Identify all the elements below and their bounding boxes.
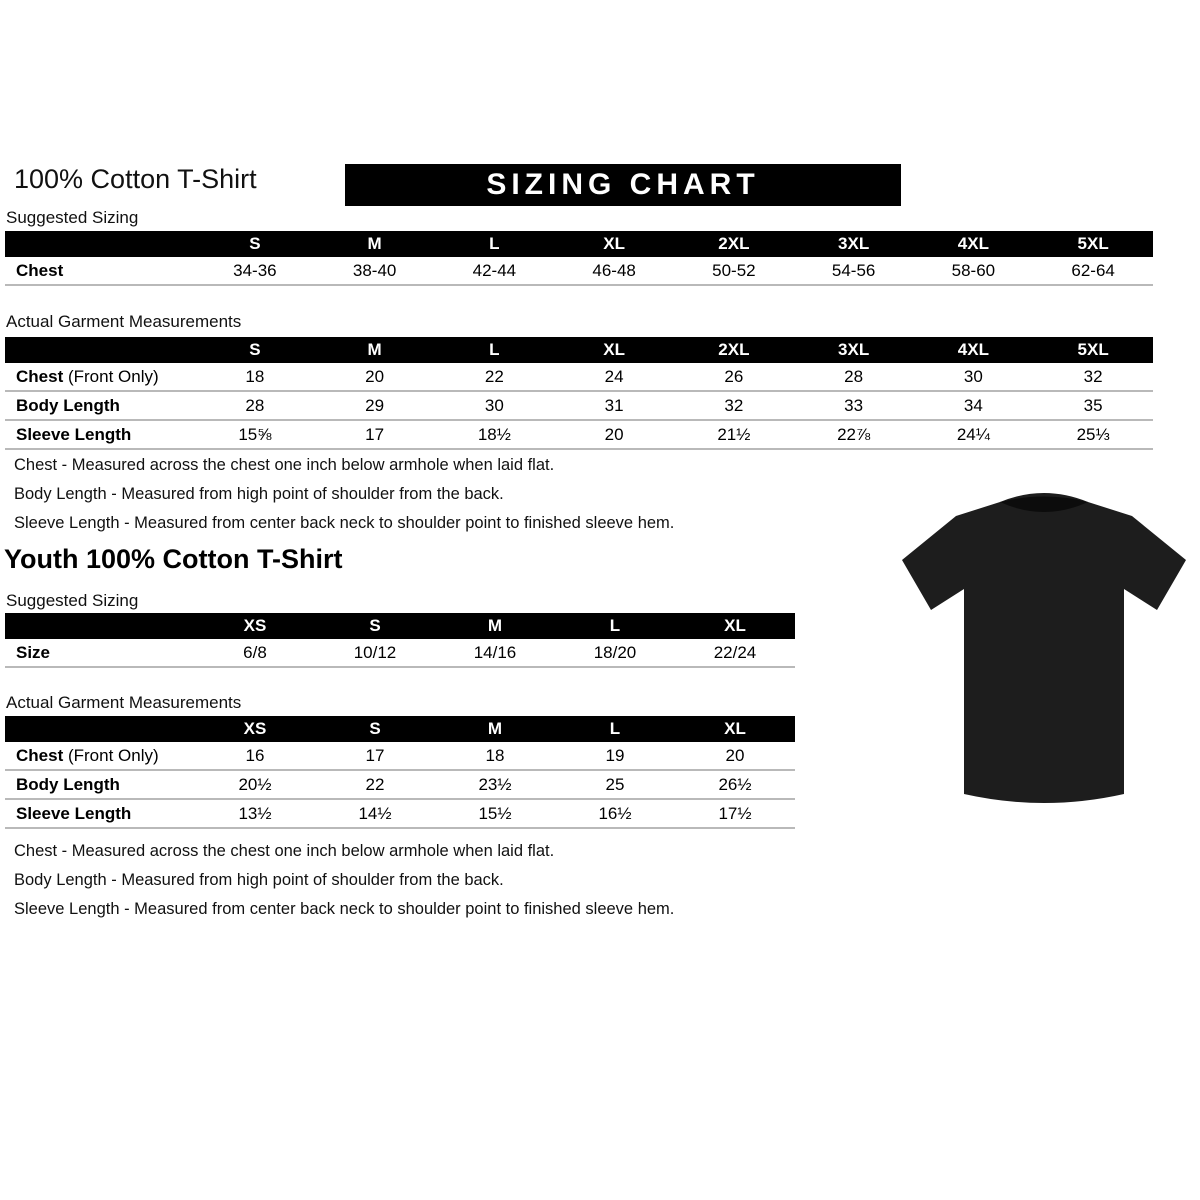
- measurement-cell: 19: [555, 742, 675, 770]
- measurement-cell: 30: [914, 363, 1034, 391]
- measurement-cell: 38-40: [315, 257, 435, 285]
- measurement-cell: 16: [195, 742, 315, 770]
- adult-measurement-notes: [14, 456, 674, 543]
- table-row: [5, 639, 795, 667]
- col-header-5xl: 5XL: [1033, 337, 1153, 363]
- measurement-cell: 22: [435, 363, 555, 391]
- col-header-s: S: [315, 613, 435, 639]
- size-table: [5, 716, 795, 829]
- measurement-cell: 20: [554, 420, 674, 449]
- measurement-cell: 54-56: [794, 257, 914, 285]
- measurement-cell: 29: [315, 391, 435, 420]
- table-row: [5, 799, 795, 828]
- row-label: Chest (Front Only): [5, 363, 195, 391]
- col-header-3xl: 3XL: [794, 337, 914, 363]
- col-header-xl: XL: [554, 231, 674, 257]
- measurement-cell: 20½: [195, 770, 315, 799]
- row-label: Size: [5, 639, 195, 667]
- note-body-length: Body Length - Measured from high point of shoulder from the back.: [14, 485, 504, 503]
- measurement-cell: 15⅝: [195, 420, 315, 449]
- banner-text: SIZING CHART: [486, 168, 760, 201]
- col-header-m: M: [435, 613, 555, 639]
- measurement-cell: 17½: [675, 799, 795, 828]
- tshirt-body: [902, 493, 1186, 803]
- measurement-cell: 18½: [435, 420, 555, 449]
- measurement-cell: 50-52: [674, 257, 794, 285]
- col-header-2xl: 2XL: [674, 337, 794, 363]
- size-table: [5, 337, 1153, 450]
- measurement-cell: 18/20: [555, 639, 675, 667]
- col-header-l: L: [435, 337, 555, 363]
- measurement-cell: 13½: [195, 799, 315, 828]
- col-header-l: L: [555, 716, 675, 742]
- table-row: [5, 391, 1153, 420]
- size-table: [5, 613, 795, 668]
- measurement-cell: 24¼: [914, 420, 1034, 449]
- youth-suggested-sizing-table: [5, 613, 795, 668]
- measurement-cell: 32: [1033, 363, 1153, 391]
- measurement-cell: 32: [674, 391, 794, 420]
- measurement-cell: 22⅞: [794, 420, 914, 449]
- measurement-cell: 58-60: [914, 257, 1034, 285]
- measurement-cell: 42-44: [435, 257, 555, 285]
- note-sleeve-length: Sleeve Length - Measured from center back neck to shoulder point to finished sleeve hem.: [14, 900, 675, 918]
- measurement-cell: 46-48: [554, 257, 674, 285]
- col-header-s: S: [315, 716, 435, 742]
- measurement-cell: 18: [195, 363, 315, 391]
- measurement-cell: 22/24: [675, 639, 795, 667]
- col-header-m: M: [315, 231, 435, 257]
- measurement-cell: 26: [674, 363, 794, 391]
- measurement-cell: 28: [794, 363, 914, 391]
- row-label: Body Length: [5, 391, 195, 420]
- table-row: [5, 742, 795, 770]
- measurement-cell: 31: [554, 391, 674, 420]
- measurement-cell: 21½: [674, 420, 794, 449]
- black-tshirt-image: [898, 476, 1190, 814]
- youth-actual-measurements-label: Actual Garment Measurements: [6, 693, 242, 712]
- col-header-l: L: [555, 613, 675, 639]
- note-chest: Chest - Measured across the chest one inch below armhole when laid flat.: [14, 842, 555, 860]
- youth-section-title: Youth 100% Cotton T-Shirt: [4, 544, 343, 574]
- adult-actual-measurements-table: [5, 337, 1153, 450]
- measurement-cell: 18: [435, 742, 555, 770]
- note-sleeve-length: Sleeve Length - Measured from center back neck to shoulder point to finished sleeve hem.: [14, 514, 675, 532]
- measurement-cell: 28: [195, 391, 315, 420]
- measurement-cell: 23½: [435, 770, 555, 799]
- size-table: [5, 231, 1153, 286]
- measurement-cell: 20: [675, 742, 795, 770]
- measurement-cell: 20: [315, 363, 435, 391]
- col-header-5xl: 5XL: [1033, 231, 1153, 257]
- header-spacer: [5, 337, 195, 363]
- measurement-cell: 30: [435, 391, 555, 420]
- sizing-chart-banner: [345, 164, 901, 206]
- youth-suggested-sizing-label: Suggested Sizing: [6, 591, 139, 610]
- col-header-4xl: 4XL: [914, 231, 1034, 257]
- col-header-4xl: 4XL: [914, 337, 1034, 363]
- col-header-s: S: [195, 231, 315, 257]
- note-chest: Chest - Measured across the chest one inch below armhole when laid flat.: [14, 456, 555, 474]
- measurement-cell: 6/8: [195, 639, 315, 667]
- measurement-cell: 62-64: [1033, 257, 1153, 285]
- measurement-cell: 15½: [435, 799, 555, 828]
- measurement-cell: 24: [554, 363, 674, 391]
- measurement-cell: 14½: [315, 799, 435, 828]
- measurement-cell: 17: [315, 420, 435, 449]
- table-row: [5, 420, 1153, 449]
- table-row: [5, 363, 1153, 391]
- row-label: Chest (Front Only): [5, 742, 195, 770]
- col-header-xs: XS: [195, 613, 315, 639]
- row-label: Sleeve Length: [5, 420, 195, 449]
- measurement-cell: 16½: [555, 799, 675, 828]
- measurement-cell: 10/12: [315, 639, 435, 667]
- note-body-length: Body Length - Measured from high point of shoulder from the back.: [14, 871, 504, 889]
- header-spacer: [5, 716, 195, 742]
- measurement-cell: 34-36: [195, 257, 315, 285]
- adult-suggested-sizing-table: [5, 231, 1153, 286]
- table-row: [5, 770, 795, 799]
- row-label: Sleeve Length: [5, 799, 195, 828]
- header-spacer: [5, 613, 195, 639]
- measurement-cell: 33: [794, 391, 914, 420]
- adult-suggested-sizing-label: Suggested Sizing: [6, 208, 139, 227]
- row-label: Body Length: [5, 770, 195, 799]
- col-header-m: M: [435, 716, 555, 742]
- measurement-cell: 14/16: [435, 639, 555, 667]
- header-spacer: [5, 231, 195, 257]
- measurement-cell: 35: [1033, 391, 1153, 420]
- col-header-s: S: [195, 337, 315, 363]
- col-header-m: M: [315, 337, 435, 363]
- col-header-xl: XL: [675, 613, 795, 639]
- col-header-l: L: [435, 231, 555, 257]
- youth-measurement-notes: [14, 842, 674, 929]
- table-row: [5, 257, 1153, 285]
- measurement-cell: 34: [914, 391, 1034, 420]
- col-header-xs: XS: [195, 716, 315, 742]
- measurement-cell: 17: [315, 742, 435, 770]
- row-label: Chest: [5, 257, 195, 285]
- col-header-xl: XL: [554, 337, 674, 363]
- youth-actual-measurements-table: [5, 716, 795, 829]
- col-header-xl: XL: [675, 716, 795, 742]
- measurement-cell: 22: [315, 770, 435, 799]
- page-title: 100% Cotton T-Shirt: [14, 164, 257, 194]
- measurement-cell: 25⅓: [1033, 420, 1153, 449]
- measurement-cell: 25: [555, 770, 675, 799]
- measurement-cell: 26½: [675, 770, 795, 799]
- col-header-2xl: 2XL: [674, 231, 794, 257]
- col-header-3xl: 3XL: [794, 231, 914, 257]
- adult-actual-measurements-label: Actual Garment Measurements: [6, 312, 242, 331]
